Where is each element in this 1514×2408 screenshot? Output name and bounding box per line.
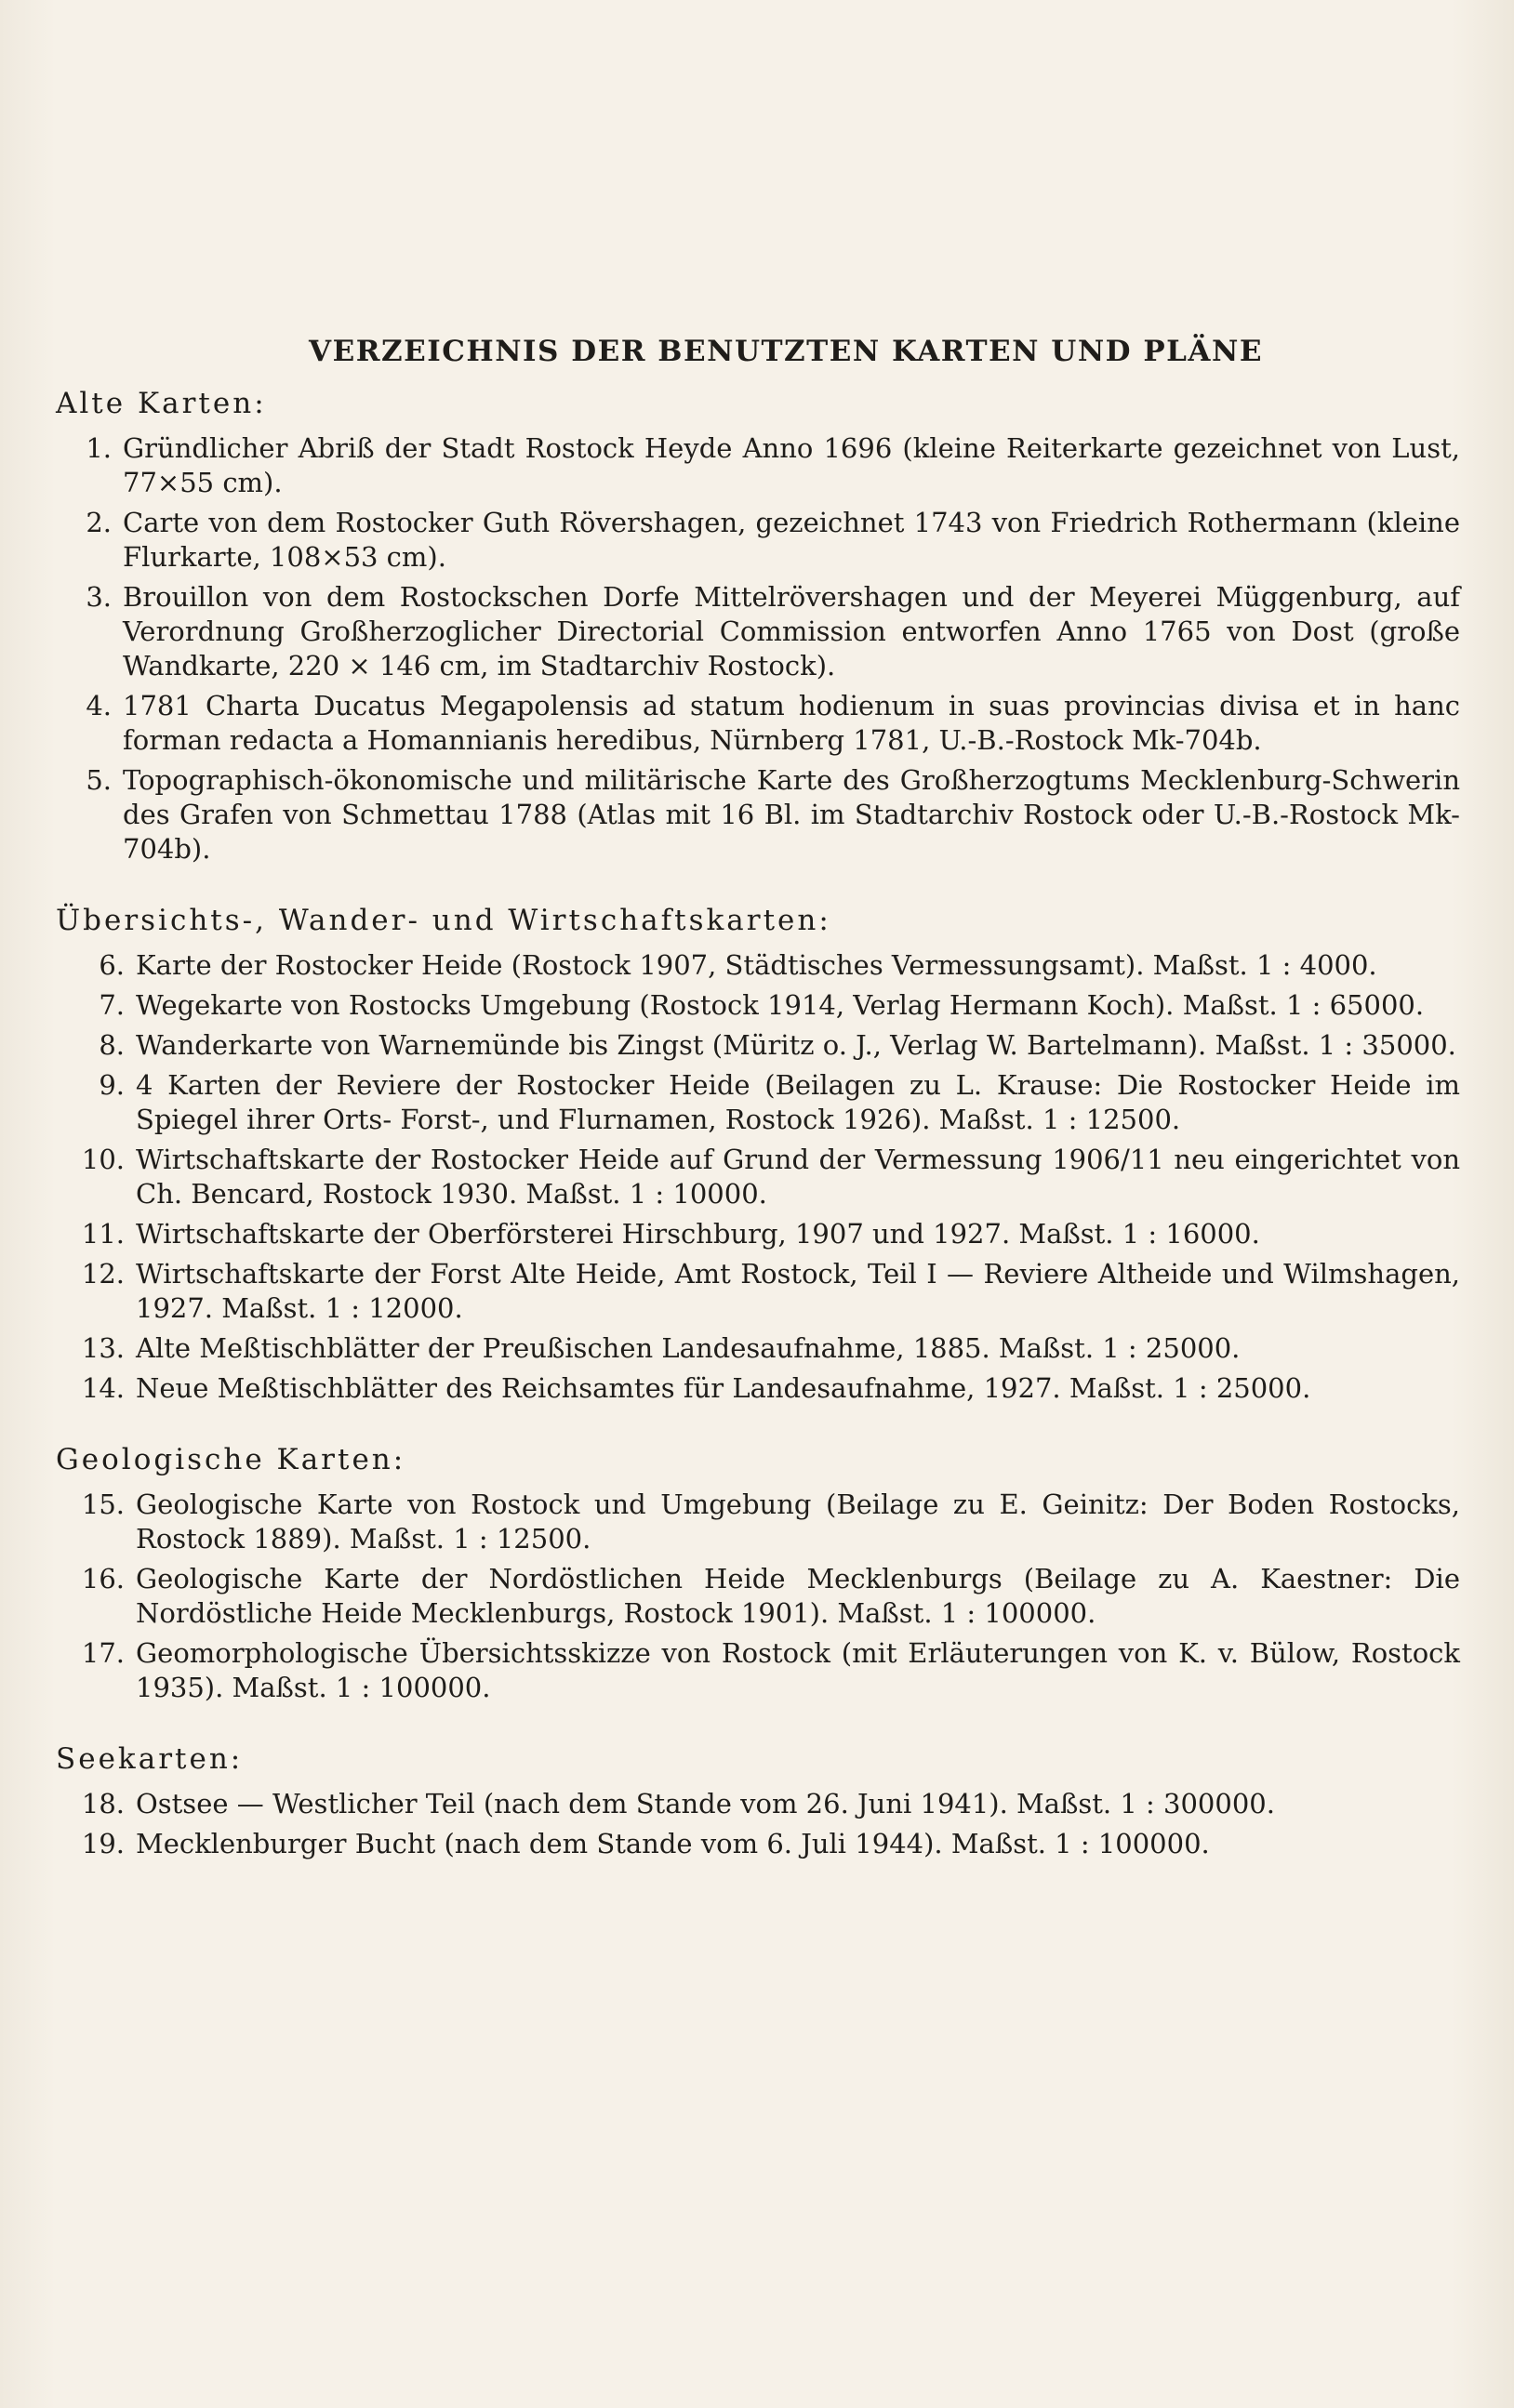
section-geologische-karten [56,1443,1460,1705]
entry-number: 7. [99,989,125,1021]
entry-text: 4 Karten der Reviere der Rostocker Heide (Beilagen zu L. Krause: Die Rostocker Heide im Spiegel ihrer Orts- Forst-, und Flurnamen, Rostock 1926). Maßst. 1 : 12500. [136,1069,1460,1135]
list-item [56,1562,1460,1631]
entry-number: 19. [81,1828,125,1859]
page-title: VERZEICHNIS DER BENUTZTEN KARTEN UND PLÄNE [309,335,1263,368]
list-item [56,1257,1460,1326]
entry-text: 1781 Charta Ducatus Megapolensis ad statum hodienum in suas provincias divisa et in hanc forman redacta a Homannianis heredibus, Nürnberg 1781, U.-B.-Rostock Mk-704b. [123,690,1460,756]
entry-text: Alte Meßtischblätter der Preußischen Landesaufnahme, 1885. Maßst. 1 : 25000. [136,1332,1241,1364]
document-content [56,335,1460,1899]
list-item [56,689,1460,758]
section-heading: Geologische Karten: [56,1443,406,1476]
section-alte-karten [56,387,1460,867]
entry-number: 4. [86,690,112,721]
section-uebersichtskarten [56,904,1460,1406]
list-item [56,1787,1460,1821]
entry-number: 13. [81,1332,125,1364]
entry-list [56,948,1460,1406]
section-seekarten [56,1742,1460,1861]
entry-number: 1. [86,432,112,464]
list-item [56,506,1460,575]
entry-text: Topographisch-ökonomische und militärische Karte des Großherzogtums Mecklenburg-Schwerin des Grafen von Schmettau 1788 (Atlas mit 16 Bl. im Stadtarchiv Rostock oder U.-B.-Rostock Mk-704b). [123,764,1460,865]
entry-number: 16. [81,1563,125,1594]
entry-text: Brouillon von dem Rostockschen Dorfe Mittelrövershagen und der Meyerei Müggenburg, auf Verordnung Großherzoglicher Directorial Commission entworfen Anno 1765 von Dost (große Wandkarte, 220 × 146 cm, im Stadtarchiv Rostock). [123,581,1460,681]
list-item [56,763,1460,867]
list-item [56,1488,1460,1556]
entry-number: 15. [81,1488,125,1520]
list-item [56,988,1460,1023]
entry-text: Geologische Karte der Nordöstlichen Heide Mecklenburgs (Beilage zu A. Kaestner: Die Nordöstliche Heide Mecklenburgs, Rostock 1901). Maßst. 1 : 100000. [136,1563,1460,1629]
entry-text: Wirtschaftskarte der Forst Alte Heide, Amt Rostock, Teil I — Reviere Altheide und Wilmshagen, 1927. Maßst. 1 : 12000. [136,1258,1460,1324]
entry-number: 6. [99,949,125,981]
list-item [56,1636,1460,1705]
entry-text: Wirtschaftskarte der Rostocker Heide auf Grund der Vermessung 1906/11 neu eingerichtet von Ch. Bencard, Rostock 1930. Maßst. 1 : 10000. [136,1144,1460,1210]
list-item [56,1827,1460,1861]
entry-number: 9. [99,1069,125,1101]
list-item [56,1068,1460,1137]
entry-number: 10. [81,1144,125,1175]
entry-text: Ostsee — Westlicher Teil (nach dem Stande vom 26. Juni 1941). Maßst. 1 : 300000. [136,1788,1275,1819]
list-item [56,1331,1460,1366]
entry-number: 11. [81,1218,125,1250]
entry-number: 14. [81,1372,125,1404]
list-item [56,948,1460,983]
entry-number: 8. [99,1029,125,1061]
entry-text: Wegekarte von Rostocks Umgebung (Rostock 1914, Verlag Hermann Koch). Maßst. 1 : 65000. [136,989,1425,1021]
entry-text: Neue Meßtischblätter des Reichsamtes für Landesaufnahme, 1927. Maßst. 1 : 25000. [136,1372,1311,1404]
entry-number: 18. [81,1788,125,1819]
section-heading: Seekarten: [56,1742,244,1776]
entry-number: 17. [81,1637,125,1669]
entry-number: 5. [86,764,112,796]
entry-list [56,1488,1460,1705]
entry-text: Carte von dem Rostocker Guth Rövershagen, gezeichnet 1743 von Friedrich Rothermann (kleine Flurkarte, 108×53 cm). [123,507,1460,573]
entry-text: Geomorphologische Übersichtsskizze von Rostock (mit Erläuterungen von K. v. Bülow, Rostock 1935). Maßst. 1 : 100000. [136,1637,1460,1703]
section-heading: Übersichts-, Wander- und Wirtschaftskarten: [56,904,831,937]
entry-number: 3. [86,581,112,613]
entry-number: 2. [86,507,112,538]
entry-text: Karte der Rostocker Heide (Rostock 1907, Städtisches Vermessungsamt). Maßst. 1 : 4000. [136,949,1377,981]
entry-text: Wanderkarte von Warnemünde bis Zingst (Müritz o. J., Verlag W. Bartelmann). Maßst. 1 : 35000. [136,1029,1456,1061]
entry-text: Gründlicher Abriß der Stadt Rostock Heyde Anno 1696 (kleine Reiterkarte gezeichnet von Lust, 77×55 cm). [123,432,1460,498]
entry-text: Geologische Karte von Rostock und Umgebung (Beilage zu E. Geinitz: Der Boden Rostocks, Rostock 1889). Maßst. 1 : 12500. [136,1488,1460,1555]
list-item [56,1371,1460,1406]
list-item [56,431,1460,500]
entry-list [56,1787,1460,1861]
list-item [56,1028,1460,1063]
list-item [56,1217,1460,1251]
entry-text: Mecklenburger Bucht (nach dem Stande vom 6. Juli 1944). Maßst. 1 : 100000. [136,1828,1210,1859]
entry-number: 12. [81,1258,125,1290]
list-item [56,1143,1460,1211]
entry-text: Wirtschaftskarte der Oberförsterei Hirschburg, 1907 und 1927. Maßst. 1 : 16000. [136,1218,1260,1250]
section-heading: Alte Karten: [56,387,267,420]
entry-list [56,431,1460,867]
list-item [56,580,1460,683]
